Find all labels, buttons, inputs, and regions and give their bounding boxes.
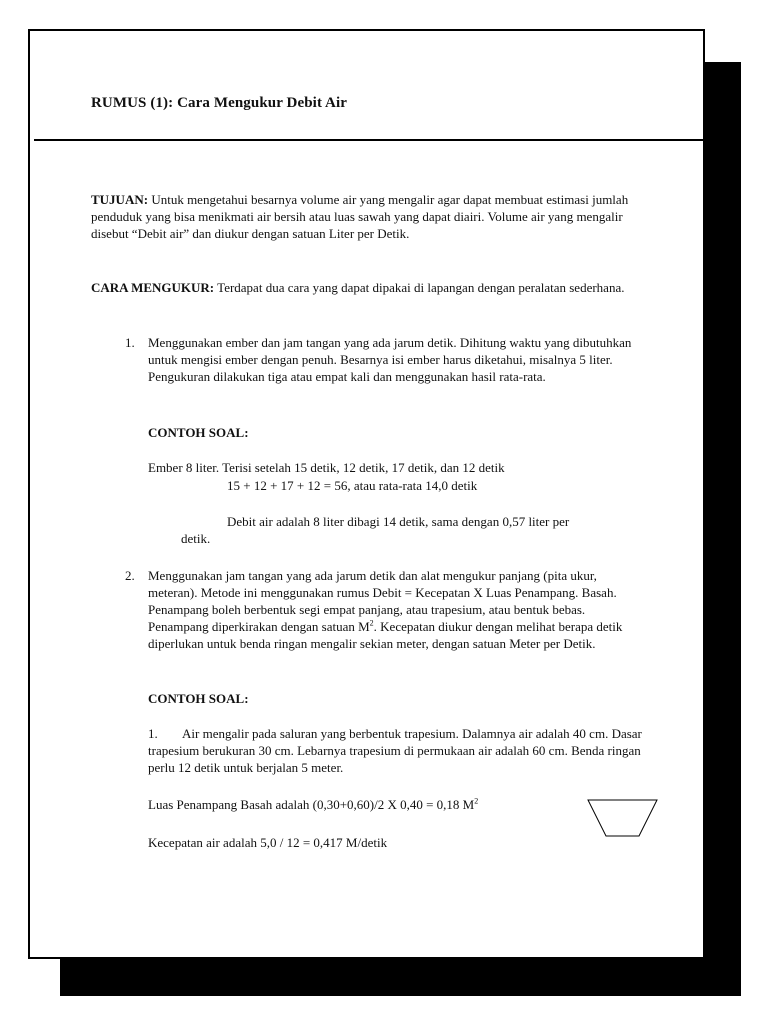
contoh2-heading: CONTOH SOAL: bbox=[148, 691, 249, 706]
contoh1-line2: 15 + 12 + 17 + 12 = 56, atau rata-rata 14,0 detik bbox=[227, 478, 478, 493]
item1-text: Menggunakan ember dan jam tangan yang ada jarum detik. Dihitung waktu yang dibutuhkan untuk mengisi ember dengan penuh. Besarnya isi ember harus diketahui, misalnya 5 liter. Pengukuran dilakukan tiga atau empat kali dan menggunakan hasil rata-rata. bbox=[148, 335, 632, 384]
item2-text-b: . Kecepatan diukur dengan melihat berapa detik diperlukan untuk benda ringan mengalir sekian meter, dengan satuan Meter per Detik. bbox=[148, 619, 623, 651]
contoh1-line3a: Debit air adalah 8 liter dibagi 14 detik, sama dengan 0,57 liter per bbox=[227, 514, 570, 529]
item2-text-a: Menggunakan jam tangan yang ada jarum detik dan alat mengukur panjang (pita ukur, meteran). Metode ini menggunakan rumus Debit = Kecepatan X Luas Penampang. Basah. Penampang boleh berbentuk segi empat panjang, atau trapesium, atau bentuk bebas. Penampang diperkirakan dengan satuan M bbox=[148, 568, 617, 634]
kecepatan-line: Kecepatan air adalah 5,0 / 12 = 0,417 M/detik bbox=[148, 835, 388, 850]
item2-text bbox=[148, 567, 643, 652]
luas-text: Luas Penampang Basah adalah (0,30+0,60)/2 X 0,40 = 0,18 M bbox=[148, 797, 475, 812]
cara-text: Terdapat dua cara yang dapat dipakai di lapangan dengan peralatan sederhana. bbox=[214, 280, 625, 295]
contoh2-sub-text: Air mengalir pada saluran yang berbentuk trapesium. Dalamnya air adalah 40 cm. Dasar trapesium berukuran 30 cm. Lebarnya trapesium di permukaan air adalah 60 cm. Benda ringan perlu 12 detik untuk berjalan 5 meter. bbox=[148, 726, 642, 775]
contoh1-line1: Ember 8 liter. Terisi setelah 15 detik, 12 detik, 17 detik, dan 12 detik bbox=[148, 460, 505, 475]
item2-number: 2. bbox=[125, 568, 135, 583]
document-title: RUMUS (1): Cara Mengukur Debit Air bbox=[91, 95, 348, 111]
luas-superscript: 2 bbox=[474, 796, 479, 806]
item2-superscript: 2 bbox=[369, 618, 374, 628]
tujuan-label: TUJUAN: bbox=[91, 192, 149, 207]
contoh2-sub-number: 1. bbox=[148, 726, 158, 741]
contoh1-line3b: detik. bbox=[181, 531, 211, 546]
contoh1-heading: CONTOH SOAL: bbox=[148, 425, 249, 440]
tujuan-text: Untuk mengetahui besarnya volume air yang mengalir agar dapat membuat estimasi jumlah penduduk yang bisa menikmati air bersih atau luas sawah yang dapat diairi. Volume air yang mengalir disebut “Debit air” dan diukur dengan satuan Liter per Detik. bbox=[91, 192, 629, 241]
trapezoid-cross-section-diagram bbox=[587, 799, 659, 839]
document-page bbox=[28, 29, 705, 959]
item1-number: 1. bbox=[125, 335, 135, 350]
luas-line bbox=[148, 796, 568, 813]
title-divider bbox=[34, 139, 709, 141]
cara-paragraph bbox=[91, 279, 631, 296]
cara-label: CARA MENGUKUR: bbox=[91, 280, 215, 295]
tujuan-paragraph bbox=[91, 191, 651, 242]
